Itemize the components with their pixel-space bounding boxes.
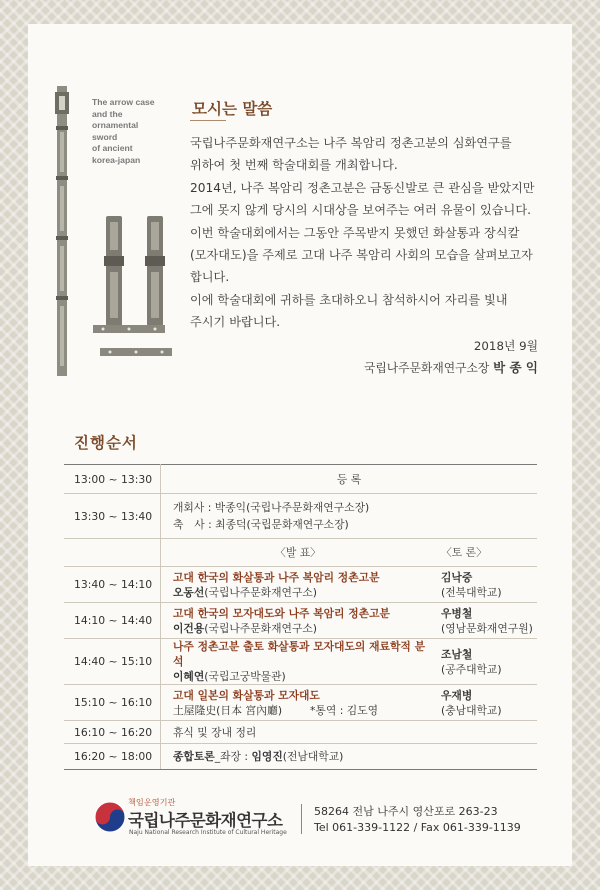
discussant-name: 조남철 (441, 647, 473, 661)
caption-line: sword (92, 131, 118, 142)
arrow-case-illustration (54, 86, 70, 376)
org-name: 국립나주문화재연구소 (128, 811, 283, 830)
greeting-date: 2018년 9월 (473, 339, 538, 353)
signer-title: 국립나주문화재연구소장 (363, 361, 490, 375)
greeting-title: 모시는 말씀 (192, 100, 273, 118)
time-cell: 16:20 ~ 18:00 (64, 744, 161, 770)
time-cell: 16:10 ~ 16:20 (64, 721, 161, 744)
sword-fitting-left-illustration (104, 216, 124, 326)
talk-topic: 고대 한국의 화살통과 나주 복암리 정촌고분 (173, 570, 380, 584)
greeting-line: 합니다. (190, 270, 230, 285)
discussant-cell (435, 603, 537, 639)
time-cell: 14:40 ~ 15:10 (64, 639, 161, 685)
greeting-line: (모자대도)을 주제로 고대 나주 복암리 사회의 모습을 살펴보고자 (190, 248, 533, 263)
registration-cell: 등 록 (161, 465, 538, 494)
talk-topic: 고대 한국의 모자대도와 나주 복암리 정촌고분 (173, 606, 390, 620)
speaker (173, 585, 435, 600)
program-table (64, 464, 537, 770)
chair-affiliation: (전남대학교) (282, 750, 344, 763)
talk-cell (161, 567, 436, 603)
panel-discussion-cell (161, 744, 538, 770)
speaker (173, 621, 435, 636)
taegeuk-logo-icon (94, 801, 126, 833)
table-row (64, 494, 537, 539)
discussant-cell (435, 567, 537, 603)
table-row (64, 539, 537, 567)
footer-divider (301, 804, 302, 834)
talk-cell (161, 603, 436, 639)
chair-label: _좌장 : (214, 750, 252, 763)
time-cell: 14:10 ~ 14:40 (64, 603, 161, 639)
panel-label: 종합토론 (173, 750, 215, 763)
table-row (64, 721, 537, 744)
time-cell: 13:30 ~ 13:40 (64, 494, 161, 539)
time-cell-empty (64, 539, 161, 567)
speaker-name: 이혜연 (173, 670, 205, 683)
org-english-name: Naju National Research Institute of Cultural Heritage (129, 829, 287, 836)
caption-line: ornamental (92, 120, 139, 130)
talk-cell (161, 685, 436, 721)
speaker-affiliation: (국립나주문화재연구소) (204, 585, 318, 599)
chair-name: 임영진 (251, 750, 283, 763)
break-cell: 휴식 및 장내 정리 (161, 721, 538, 744)
discussant-affiliation: (충남대학교) (441, 703, 502, 717)
greeting-body (190, 132, 542, 334)
time-cell: 15:10 ~ 16:10 (64, 685, 161, 721)
opening-speech: 개회사 : 박종익(국립나주문화재연구소장) (173, 501, 370, 514)
discussant-affiliation: (영남문화재연구원) (441, 621, 533, 635)
contact-numbers: Tel 061-339-1122 / Fax 061-339-1139 (314, 821, 521, 834)
time-cell: 13:00 ~ 13:30 (64, 465, 161, 494)
caption-line: The arrow case (92, 97, 155, 107)
sword-fitting-right-illustration (145, 216, 165, 326)
discussant-name: 김낙중 (441, 570, 473, 584)
discussant-name: 우병철 (441, 606, 473, 620)
discussant-cell (435, 639, 537, 685)
speaker-affiliation: (국립고궁박물관) (204, 670, 286, 683)
agency-tag: 책임운영기관 (128, 797, 176, 807)
caption-line: korea-japan (92, 154, 141, 165)
discussion-header: 〈토 론〉 (435, 539, 537, 567)
talk-topic: 나주 정촌고분 출토 화살통과 모자대도의 재료학적 분석 (173, 640, 426, 668)
talk-topic: 고대 일본의 화살통과 모자대도 (173, 688, 320, 702)
discussant-affiliation: (전북대학교) (441, 585, 502, 599)
greeting-line: 그에 못지 않게 당시의 시대상을 보여주는 여러 유물이 있습니다. (190, 203, 531, 218)
title-underline (190, 120, 226, 121)
caption-line: of ancient (92, 143, 133, 153)
speaker-name: 오동선 (173, 585, 205, 599)
welcome-speech: 축 사 : 최종덕(국립문화재연구소장) (173, 518, 349, 531)
caption-line: and the (92, 108, 123, 119)
table-row (64, 744, 537, 770)
speaker (173, 669, 435, 684)
table-row (64, 567, 537, 603)
greeting-signature (364, 358, 538, 376)
speaker-name: 土屋隆史(日本 宮內廳) (173, 703, 283, 717)
sword-plate-top-illustration (93, 325, 165, 333)
program-title: 진행순서 (74, 434, 138, 452)
talk-header: 〈발 표〉 (161, 539, 436, 567)
table-row (64, 603, 537, 639)
artifact-caption (92, 97, 155, 166)
greeting-line: 2014년, 나주 복암리 정촌고분은 금동신발로 큰 관심을 받았지만 (190, 180, 535, 195)
time-cell: 13:40 ~ 14:10 (64, 567, 161, 603)
opening-cell (161, 494, 538, 539)
greeting-line: 국립나주문화재연구소는 나주 복암리 정촌고분의 심화연구를 (190, 136, 512, 150)
address: 58264 전남 나주시 영산포로 263-23 (314, 805, 498, 818)
interpreter: *통역 : 김도영 (310, 703, 379, 717)
table-row (64, 639, 537, 685)
talk-cell (161, 639, 436, 685)
speaker-affiliation: (국립나주문화재연구소) (204, 621, 318, 635)
greeting-line: 주시기 바랍니다. (190, 315, 281, 330)
discussant-cell (435, 685, 537, 721)
sword-plate-bottom-illustration (100, 348, 172, 356)
speaker-name: 이건용 (173, 621, 205, 635)
greeting-line: 이에 학술대회에 귀하를 초대하오니 참석하시어 자리를 빛내 (190, 292, 508, 307)
table-row (64, 685, 537, 721)
greeting-line: 이번 학술대회에서는 그동안 주목받지 못했던 화살통과 장식칼 (190, 225, 520, 240)
table-row (64, 465, 537, 494)
greeting-line: 위하여 첫 번째 학술대회를 개최합니다. (190, 158, 398, 173)
signer-name: 박 종 익 (493, 360, 538, 375)
discussant-affiliation: (공주대학교) (441, 662, 502, 676)
speaker (173, 703, 435, 718)
discussant-name: 우재병 (441, 688, 473, 702)
